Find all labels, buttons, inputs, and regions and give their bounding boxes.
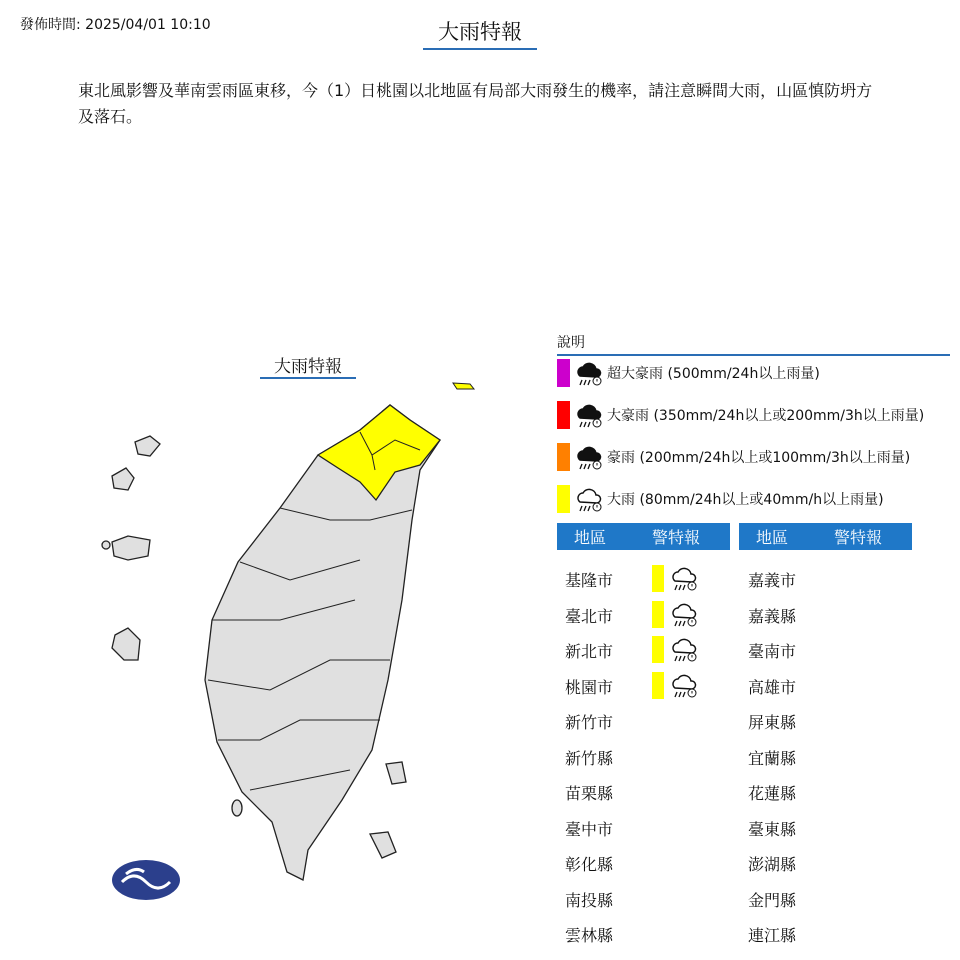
region-name: 嘉義市 <box>748 571 797 590</box>
warning-description: 東北風影響及華南雲雨區東移，今（1）日桃園以北地區有局部大雨發生的機率，請注意瞬間大雨，山區慎防坍方及落石。 <box>78 81 873 126</box>
other-island <box>112 628 140 660</box>
region-name: 宜蘭縣 <box>748 748 797 768</box>
legend-swatch <box>557 359 570 387</box>
header-warning: 警特報 <box>834 528 883 547</box>
legend-label: 大雨 (80mm/24h以上或40mm/h以上雨量) <box>607 492 884 508</box>
region-name: 新竹縣 <box>565 748 614 768</box>
region-name: 新北市 <box>565 642 614 661</box>
legend-swatch <box>557 443 570 471</box>
legend-label: 超大豪雨 (500mm/24h以上雨量) <box>607 366 820 382</box>
kinmen-island <box>112 468 134 490</box>
header-region: 地區 <box>756 528 789 547</box>
region-name: 桃園市 <box>565 677 614 697</box>
green-island <box>386 762 406 784</box>
region-name: 彰化縣 <box>565 855 614 874</box>
pengjia-islet <box>453 383 474 389</box>
region-name: 基隆市 <box>565 571 614 590</box>
warning-level-bar <box>652 636 664 663</box>
region-name: 嘉義縣 <box>748 606 797 626</box>
warning-level-bar <box>652 672 664 699</box>
cwa-logo <box>112 860 180 900</box>
heavy-rain-icon <box>670 600 700 628</box>
legend-item <box>557 485 884 513</box>
orchid-island <box>370 832 396 858</box>
region-name: 臺北市 <box>565 606 614 626</box>
region-name: 雲林縣 <box>565 926 614 945</box>
legend-label: 豪雨 (200mm/24h以上或100mm/3h以上雨量) <box>607 450 911 466</box>
legend-title: 說明 <box>557 332 950 356</box>
heavy-rain-icon <box>670 635 700 663</box>
region-name: 新竹市 <box>565 713 614 732</box>
map-title: 大雨特報 <box>260 352 356 379</box>
heavy-rain-icon <box>575 485 603 513</box>
table-header-right <box>739 523 912 550</box>
region-name: 南投縣 <box>565 890 614 910</box>
table-header-left <box>557 523 730 550</box>
region-name: 連江縣 <box>748 926 797 945</box>
warning-level-bar <box>652 601 664 628</box>
region-name: 苗栗縣 <box>565 784 614 803</box>
legend-item <box>557 443 910 471</box>
legend-swatch <box>557 401 570 429</box>
page-title: 大雨特報 <box>423 16 537 50</box>
warning-level-bar <box>652 565 664 592</box>
legend-swatch <box>557 485 570 513</box>
penghu-islands <box>102 536 150 560</box>
header-warning: 警特報 <box>652 528 701 547</box>
liuqiu-island <box>232 800 242 816</box>
heavy-rain-icon <box>670 564 700 592</box>
region-name: 臺東縣 <box>748 819 797 839</box>
region-name: 臺中市 <box>565 819 614 839</box>
region-name: 屏東縣 <box>748 713 797 732</box>
region-name: 金門縣 <box>748 890 797 910</box>
heavy-rain-icon <box>670 671 700 699</box>
extremely-heavy-rain-icon <box>575 443 603 471</box>
legend-item <box>557 359 820 387</box>
issue-time: 發佈時間: 2025/04/01 10:10 <box>20 17 211 33</box>
region-name: 臺南市 <box>748 642 797 661</box>
region-name: 澎湖縣 <box>748 855 797 874</box>
legend-item <box>557 401 924 429</box>
extreme-torrential-rain-icon <box>575 359 603 387</box>
header-region: 地區 <box>574 528 607 547</box>
legend-label: 大豪雨 (350mm/24h以上或200mm/3h以上雨量) <box>607 408 925 424</box>
torrential-rain-icon <box>575 401 603 429</box>
matsu-island <box>135 436 160 456</box>
region-name: 高雄市 <box>748 677 797 697</box>
region-name: 花蓮縣 <box>748 784 797 803</box>
